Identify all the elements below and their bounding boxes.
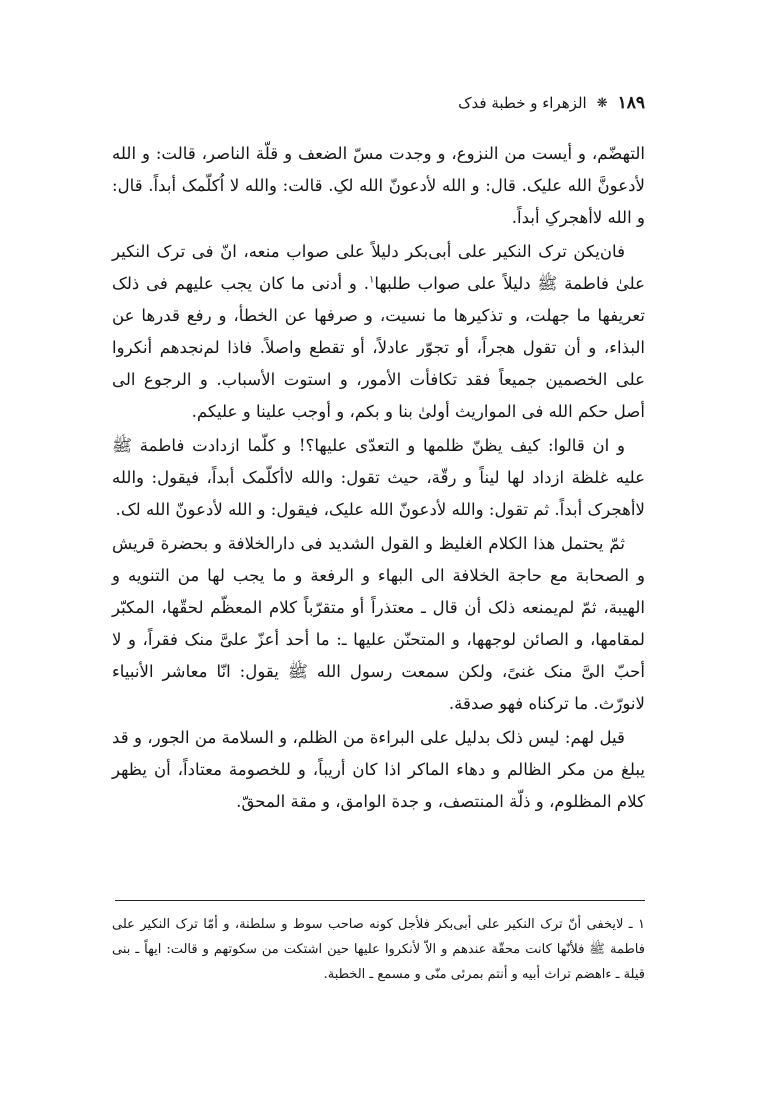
paragraph-2 xyxy=(112,236,645,428)
footnote-reference: ١ xyxy=(368,274,375,286)
footnote xyxy=(112,912,645,987)
running-header xyxy=(115,88,645,118)
footnote-text: ١ ـ لایخفی أنّ ترک النکیر علی أبی‌بکر فلأجل کونه صاحب سوط و سلطنة، و أمّا ترک النکیر علی فاطمة ﷺ فلأنّها کانت محقّة عندهم و الاّ لأنکروا علیها حین اشتکت من سکوتهم و قالت: ایهاً ـ بنی قیلة ـ ءاهضم تراث أبیه و أنتم بمرئی منّی و مسمع ـ الخطبة. xyxy=(112,917,645,982)
page-number: ١٨٩ xyxy=(617,93,645,113)
paragraph-2-text-after: . و أدنی ما کان یجب علیهم فی ذلک تعریفها ما جهلت، و تذکیرها ما نسیت، و صرفها عن الخطأ، و رفع قدرها عن البذاء، و أن تقول هجراً، أو تجوّر عادلاً، أو تقطع واصلاً. فاذا لم‌نجدهم أنکروا علی الخصمین جمیعاً فقد تکافأت الأمور، و استوت الأسباب. و الرجوع الی أصل حکم الله فی المواریث أولیٰ بنا و بکم، و أوجب علینا و علیکم. xyxy=(112,274,645,421)
footnote-divider xyxy=(115,900,645,901)
paragraph-5: قیل لهم: لیس ذلک بدلیل علی البراءة من الظلم، و السلامة من الجور، و قد یبلغ من مکر الظالم و دهاء الماکر اذا کان أریباً، و للخصومة معتاداً، أن یظهر کلام المظلوم، و ذلّة المنتصف، و جدة الوامق، و مقة المحقّ. xyxy=(112,728,645,811)
paragraph-2-text-before: فان‌یکن ترک النکیر علی أبی‌بکر دلیلاً علی صواب منعه، انّ فی ترک النکیر علیٰ فاطمة ﷺ دلیلاً علی صواب طلبها xyxy=(112,242,645,293)
main-text xyxy=(112,138,645,820)
running-title: الزهراء و خطبة فدک xyxy=(458,94,587,112)
paragraph-3: و ان قالوا: کیف یظنّ ظلمها و التعدّی علیها؟! و کلّما ازدادت فاطمة ﷺ علیه غلظة ازداد لها لیناً و رقّة، حیث تقول: والله لاأکلّمک أبداً، فیقول: والله لاأهجرک أبداً. ثم تقول: والله لأدعونّ الله علیک، فیقول: و الله لأدعونّ الله لک. xyxy=(112,436,645,519)
paragraph-1: التهضّم، و أیست من النزوع، و وجدت مسّ الضعف و قلّة الناصر، قالت: و الله لأدعونَّ الله علیک. قال: و الله لأدعونّ الله لکِ. قالت: والله لا اُکلّمک أبداً. قال: و الله لاأهجرکِ أبداً. xyxy=(112,144,645,227)
paragraph-4: ثمّ یحتمل هذا الکلام الغلیظ و القول الشدید فی دارالخلافة و بحضرة قریش و الصحابة مع حاجة الخلافة الی البهاء و الرفعة و ما یجب لها من التنویه و الهیبة، ثمّ لم‌یمنعه ذلک أن قال ـ معتذراً أو متقرّباً کلام المعظّم لحقّها، المکبّر لمقامها، و الصائن لوجهها، و المتحنّن علیها ـ: ما أحد أعزّ علیَّ منک فقراً، و لا أحبّ الیَّ منک غنیً، ولکن سمعت رسول الله ﷺ یقول: انّا معاشر الأنبیاء لانورّث. ما ترکناه فهو صدقة. xyxy=(112,534,645,713)
header-separator-icon: ❋ xyxy=(596,95,608,111)
